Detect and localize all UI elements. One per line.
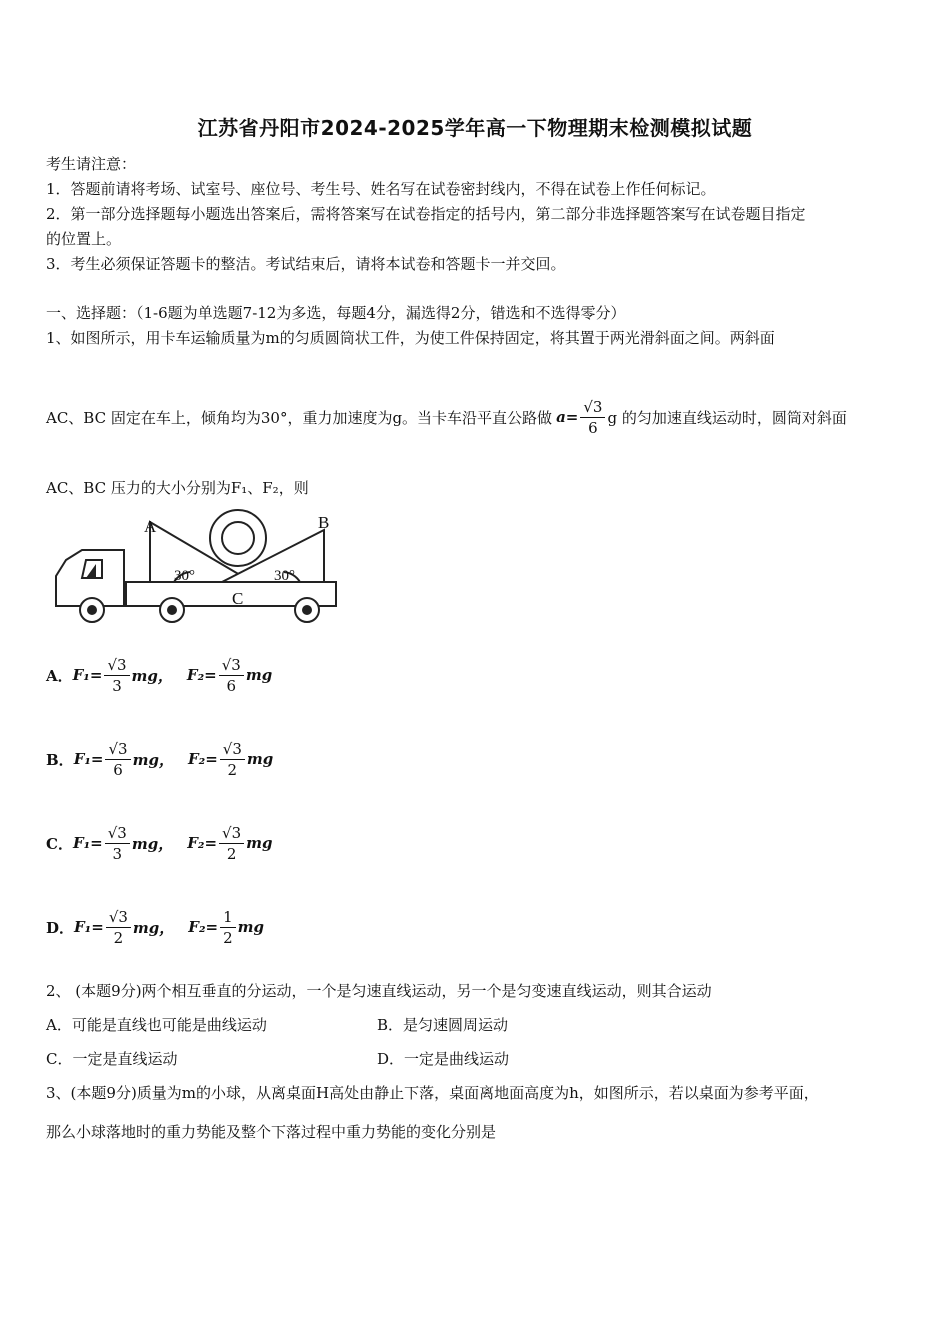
f1-label: F₁= [72,666,103,684]
option-letter: C． [46,834,73,853]
fraction-numerator: √3 [105,823,130,844]
mg-label: mg， [131,666,173,685]
section-heading: 一、选择题：（1-6题为单选题7-12为多选，每题4分，漏选得2分，错选和不选得零分） [46,304,626,322]
fraction-denominator: 3 [112,844,123,863]
q2-option-a: A．可能是直线也可能是曲线运动 [46,1016,267,1034]
fraction-numerator: 1 [220,907,236,928]
fraction-denominator: 6 [113,760,123,779]
f2-label: F₂= [188,918,219,936]
f1-label: F₁= [72,834,103,852]
page-title: 江苏省丹阳市2024-2025学年高一下物理期末检测模拟试题 [197,116,753,140]
fraction-denominator: 6 [588,418,598,437]
notice-item: 3．考生必须保证答题卡的整洁。考试结束后，请将本试卷和答题卡一并交回。 [46,255,566,273]
option-letter: A． [46,666,73,685]
f1-label: F₁= [74,918,104,936]
q1-line2-text-end: g 的匀加速直线运动时，圆筒对斜面 [607,408,847,427]
mg-label: mg [245,666,273,684]
question-1-line3: AC、BC 压力的大小分别为F₁、F₂，则 [46,479,309,497]
fraction-numerator: √3 [219,655,244,676]
mg-label: mg [237,918,265,936]
fraction-numerator: √3 [106,907,131,928]
question-3-stem: 3、(本题9分)质量为m的小球，从离桌面H高处由静止下落，桌面离地面高度为h，如图所示，若以桌面为参考平面， [46,1084,819,1102]
f1-fraction [105,823,130,864]
angle-label-left: 30° [174,568,195,584]
q1-accel-fraction [580,397,605,438]
fraction-denominator: 2 [113,928,124,947]
mg-label: mg [246,750,274,768]
question-1-stem: 1、如图所示，用卡车运输质量为m的匀质圆筒状工件，为使工件保持固定，将其置于两光滑斜面之间。两斜面 [46,329,775,347]
notice-item: 1．答题前请将考场、试室号、座位号、考生号、姓名写在试卷密封线内，不得在试卷上作任何标记。 [46,180,716,198]
fraction-denominator: 3 [112,676,122,695]
q2-option-c: C．一定是直线运动 [46,1050,178,1068]
q2-option-d: D．一定是曲线运动 [377,1050,510,1068]
question-2-stem: 2、 (本题9分)两个相互垂直的分运动，一个是匀速直线运动，另一个是匀变速直线运动，则其合运动 [46,982,712,1000]
f2-fraction [220,907,236,948]
f1-fraction [104,655,129,696]
option-a [46,646,272,704]
question-3-line2: 那么小球落地时的重力势能及整个下落过程中重力势能的变化分别是 [46,1123,497,1141]
f1-fraction [106,907,131,948]
mg-label: mg， [132,750,174,769]
q1-accel-var: a= [556,408,579,426]
fraction-numerator: √3 [104,655,129,676]
fraction-denominator: 2 [223,928,233,947]
fraction-numerator: √3 [219,823,244,844]
fraction-numerator: √3 [105,739,130,760]
f2-fraction [220,739,245,780]
f2-fraction [219,655,244,696]
fraction-denominator: 2 [227,760,238,779]
label-c: C [232,589,244,608]
f2-fraction [219,823,244,864]
truck-figure [52,508,342,626]
f1-fraction [105,739,130,780]
f1-label: F₁= [73,750,104,768]
f2-label: F₂= [187,750,218,768]
label-a: A [144,517,157,536]
fraction-denominator: 2 [226,844,237,863]
option-c [46,814,273,872]
notice-heading: 考生请注意： [46,155,137,173]
q1-line2-text: AC、BC 固定在车上，倾角均为30°，重力加速度为g。当卡车沿平直公路做 [46,408,553,427]
notice-item: 2．第一部分选择题每小题选出答案后，需将答案写在试卷指定的括号内，第二部分非选择题答案写在试卷题目指定 [46,205,806,223]
fraction-numerator: √3 [580,397,605,418]
f2-label: F₂= [187,834,218,852]
notice-item: 的位置上。 [46,230,122,248]
question-1-line2 [46,392,847,442]
q2-option-b: B．是匀速圆周运动 [377,1016,509,1034]
angle-label-right: 30° [274,568,295,584]
fraction-numerator: √3 [220,739,245,760]
fraction-denominator: 6 [226,676,237,695]
mg-label: mg [246,834,273,852]
f2-label: F₂= [186,666,217,684]
option-letter: D． [46,918,75,937]
option-letter: B． [46,750,74,769]
label-b: B [318,513,330,532]
option-d [46,898,264,956]
mg-label: mg， [132,918,175,937]
option-b [46,730,273,788]
mg-label: mg， [131,834,174,853]
